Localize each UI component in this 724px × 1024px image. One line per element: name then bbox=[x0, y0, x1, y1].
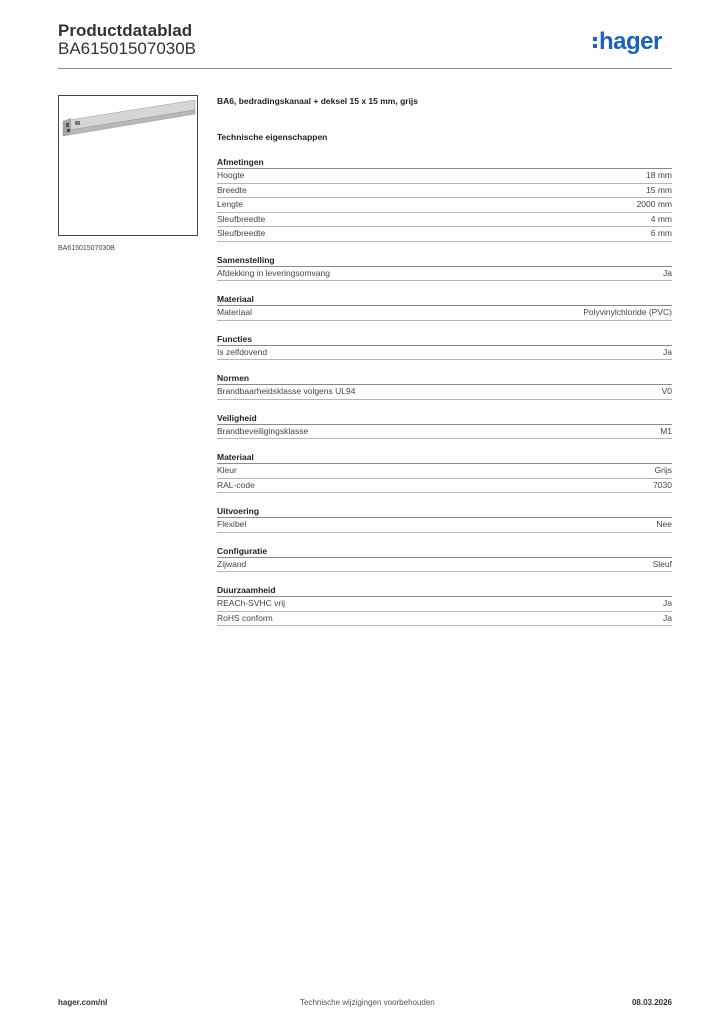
page-title: Productdatablad bbox=[58, 21, 193, 40]
spec-label: REACh-SVHC vrij bbox=[217, 598, 286, 608]
spec-value: Ja bbox=[663, 346, 672, 357]
spec-label: Brandbaarheidsklasse volgens UL94 bbox=[217, 386, 356, 396]
spec-label: Is zelfdovend bbox=[217, 346, 268, 357]
spec-sections bbox=[217, 157, 672, 626]
spec-row bbox=[217, 518, 672, 533]
spec-row bbox=[217, 169, 672, 184]
spec-label: Brandbeveiligingsklasse bbox=[217, 425, 309, 436]
spec-row bbox=[217, 306, 672, 321]
spec-row bbox=[217, 558, 672, 573]
spec-value: Ja bbox=[663, 267, 672, 278]
spec-value: 18 mm bbox=[646, 170, 672, 180]
spec-row bbox=[217, 198, 672, 213]
spec-label: Kleur bbox=[217, 465, 237, 475]
spec-label: Flexibel bbox=[217, 519, 247, 529]
section-title: Duurzaamheid bbox=[217, 585, 672, 597]
spec-label: Sleufbreedte bbox=[217, 228, 266, 238]
spec-value: 2000 mm bbox=[636, 199, 672, 209]
section-title: Veiligheid bbox=[217, 413, 672, 425]
spec-label: RoHS conform bbox=[217, 612, 273, 623]
spec-value: M1 bbox=[660, 425, 672, 436]
product-details bbox=[217, 96, 672, 626]
spec-value: Sleuf bbox=[652, 558, 672, 569]
section-title: Afmetingen bbox=[217, 157, 672, 169]
spec-label: RAL-code bbox=[217, 479, 255, 490]
footer-website[interactable]: hager.com/nl bbox=[58, 998, 108, 1007]
product-description: BA6, bedradingskanaal + deksel 15 x 15 mm, grijs bbox=[217, 96, 419, 106]
spec-value: 7030 bbox=[653, 479, 672, 490]
product-image bbox=[58, 95, 198, 236]
spec-label: Sleufbreedte bbox=[217, 213, 266, 224]
spec-value: 4 mm bbox=[650, 213, 672, 224]
spec-section bbox=[217, 413, 672, 440]
spec-section bbox=[217, 334, 672, 361]
spec-section bbox=[217, 373, 672, 400]
section-title: Functies bbox=[217, 334, 672, 346]
logo-text: hager bbox=[599, 28, 662, 55]
spec-row bbox=[217, 346, 672, 361]
spec-label: Breedte bbox=[217, 184, 247, 195]
spec-value: Ja bbox=[663, 612, 672, 623]
spec-label: Materiaal bbox=[217, 307, 252, 317]
spec-row bbox=[217, 612, 672, 627]
spec-label: Lengte bbox=[217, 199, 243, 209]
spec-row bbox=[217, 479, 672, 494]
header-divider bbox=[58, 68, 672, 69]
spec-label: Afdekking in leveringsomvang bbox=[217, 267, 330, 278]
spec-value: Nee bbox=[656, 519, 672, 529]
section-title: Samenstelling bbox=[217, 255, 672, 267]
section-title: Uitvoering bbox=[217, 506, 672, 518]
spec-row bbox=[217, 385, 672, 400]
tech-heading: Technische eigenschappen bbox=[217, 132, 328, 142]
spec-section bbox=[217, 157, 672, 242]
section-title: Materiaal bbox=[217, 452, 672, 464]
spec-value: Polyvinylchloride (PVC) bbox=[583, 307, 672, 317]
spec-row bbox=[217, 184, 672, 199]
hager-logo bbox=[593, 30, 662, 54]
spec-value: V0 bbox=[661, 386, 672, 396]
section-title: Configuratie bbox=[217, 546, 672, 558]
spec-value: 6 mm bbox=[650, 228, 672, 238]
footer-notice: Technische wijzigingen voorbehouden bbox=[300, 998, 435, 1007]
spec-value: Grijs bbox=[654, 465, 672, 475]
cable-duct-image bbox=[59, 96, 197, 235]
spec-section bbox=[217, 506, 672, 533]
spec-section bbox=[217, 294, 672, 321]
spec-label: Hoogte bbox=[217, 170, 245, 180]
spec-row bbox=[217, 425, 672, 440]
image-caption: BA61501507030B bbox=[58, 245, 115, 252]
spec-value: Ja bbox=[663, 598, 672, 608]
spec-row bbox=[217, 267, 672, 282]
logo-dots-icon bbox=[593, 37, 597, 48]
spec-row bbox=[217, 597, 672, 612]
footer-date: 08.03.2026 bbox=[631, 998, 672, 1007]
spec-row bbox=[217, 213, 672, 228]
spec-label: Zijwand bbox=[217, 558, 247, 569]
spec-value: 15 mm bbox=[646, 184, 672, 195]
spec-row bbox=[217, 227, 672, 242]
section-title: Normen bbox=[217, 373, 672, 385]
spec-section bbox=[217, 255, 672, 282]
spec-section bbox=[217, 585, 672, 626]
spec-section bbox=[217, 546, 672, 573]
spec-row bbox=[217, 464, 672, 479]
spec-section bbox=[217, 452, 672, 493]
section-title: Materiaal bbox=[217, 294, 672, 306]
product-code: BA61501507030B bbox=[58, 39, 197, 58]
